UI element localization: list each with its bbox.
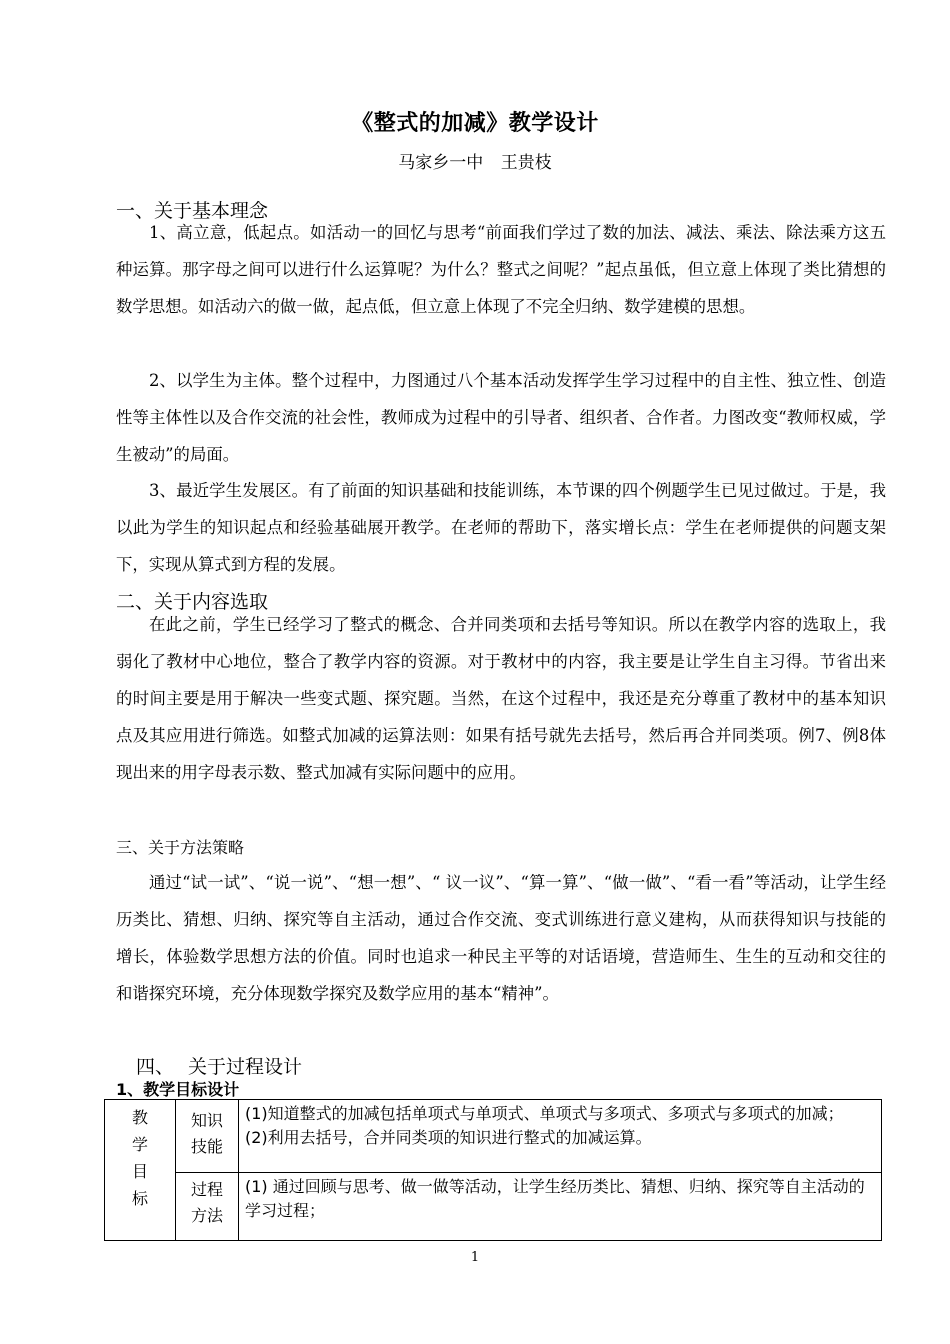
section-heading-1: 一、关于基本理念 [116,200,269,222]
goals-label: 教学目标 [131,1108,148,1208]
subsection-heading: 1、教学目标设计 [116,1080,240,1099]
table-cell-label [176,1172,239,1240]
content-line: (1)知道整式的加减包括单项式与单项式、单项式与多项式、多项式与多项式的加减； [245,1104,844,1123]
row-label: 过程方法 [190,1179,223,1225]
paragraph-1-3: 3、最近学生发展区。有了前面的知识基础和技能训练，本节课的四个例题学生已见过做过。于是，我以此为学生的知识起点和经验基础展开教学。在老师的帮助下，落实增长点：学生在老师提供的问题支架下，实现从算式到方程的发展。 [116,481,886,574]
section-heading-3: 三、关于方法策略 [116,838,245,857]
page-number: 1 [470,1250,480,1265]
author-line: 马家乡一中 王贵枝 [398,153,552,173]
document-title: 《整式的加减》教学设计 [351,111,599,136]
table-cell-goals [105,1100,176,1241]
paragraph-1-1: 1、高立意，低起点。如活动一的回忆与思考“前面我们学过了数的加法、减法、乘法、除法乘方这五种运算。那字母之间可以进行什么运算呢？为什么？整式之间呢？”起点虽低，但立意上体现了类比猜想的数学思想。如活动六的做一做，起点低，但立意上体现了不完全归纳、数学建模的思想。 [116,223,886,316]
section-heading-2: 二、关于内容选取 [116,591,269,613]
table-row [105,1172,882,1240]
paragraph-2-1: 在此之前，学生已经学习了整式的概念、合并同类项和去括号等知识。所以在教学内容的选取上，我弱化了教材中心地位，整合了教学内容的资源。对于教材中的内容，我主要是让学生自主习得。节省出来的时间主要是用于解决一些变式题、探究题。当然，在这个过程中，我还是充分尊重了教材中的基本知识点及其应用进行筛选。如整式加减的运算法则：如果有括号就先去括号，然后再合并同类项。例7、例8体现出来的用字母表示数、整式加减有实际问题中的应用。 [116,615,886,782]
paragraph-1-2: 2、以学生为主体。整个过程中，力图通过八个基本活动发挥学生学习过程中的自主性、独立性、创造性等主体性以及合作交流的社会性，教师成为过程中的引导者、组织者、合作者。力图改变“教师权威，学生被动”的局面。 [116,371,886,464]
row-label: 知识技能 [190,1111,223,1156]
table-row [105,1100,882,1173]
section-heading-4: 四、 关于过程设计 [136,1056,303,1078]
table-cell-content [239,1100,882,1173]
content-line: (1) 通过回顾与思考、做一做等活动，让学生经历类比、猜想、归纳、探究等自主活动的学习过程； [245,1176,865,1220]
teaching-goals-table [104,1099,882,1241]
table-cell-content [239,1172,882,1240]
paragraph-3-1: 通过“试一试”、“说一说”、“想一想”、“ 议一议”、“算一算”、“做一做”、“看一看”等活动，让学生经历类比、猜想、归纳、探究等自主活动，通过合作交流、变式训练进行意义建构，从而获得知识与技能的增长，体验数学思想方法的价值。同时也追求一种民主平等的对话语境，营造师生、生生的互动和交往的和谐探究环境，充分体现数学探究及数学应用的基本“精神”。 [116,873,886,1003]
content-line: (2)利用去括号，合并同类项的知识进行整式的加减运算。 [245,1128,652,1147]
table-cell-label [176,1100,239,1173]
